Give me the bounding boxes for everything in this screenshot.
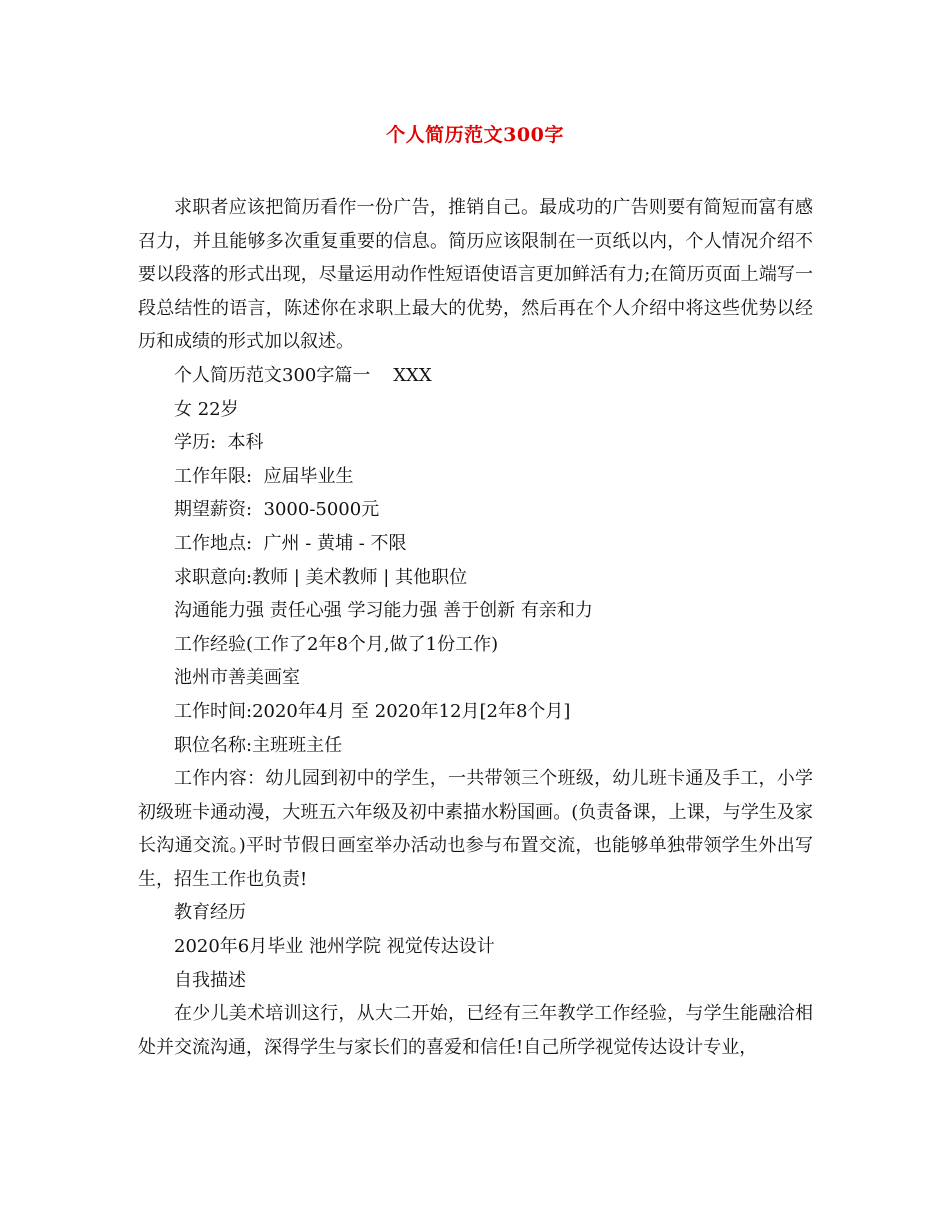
job-intention: 求职意向:教师 | 美术教师 | 其他职位 [174, 566, 468, 588]
work-content-paragraph: 工作内容：幼儿园到初中的学生，一共带领三个班级，幼儿班卡通及手工，小学初级班卡通动漫，大班五六年级及初中素描水粉国画。(负责备课，上课，与学生及家长沟通交流。)平时节假日画室举办活动也参与布置交流，也能够单独带领学生外出写生，招生工作也负责! [138, 768, 813, 890]
intro-paragraph: 求职者应该把简历看作一份广告，推销自己。最成功的广告则要有简短而富有感召力，并且能够多次重复重要的信息。简历应该限制在一页纸以内，个人情况介绍不要以段落的形式出现，尽量运用动作性短语使语言更加鲜活有力;在简历页面上端写一段总结性的语言，陈述你在求职上最大的优势，然后再在个人介绍中将这些优势以经历和成绩的形式加以叙述。 [138, 197, 813, 353]
experience-header: 工作经验(工作了2年8个月,做了1份工作) [174, 633, 499, 655]
company-name: 池州市善美画室 [174, 667, 300, 689]
self-description-header: 自我描述 [174, 969, 246, 991]
document-body [138, 191, 813, 1064]
gender-age: 女 22岁 [174, 398, 239, 420]
expected-salary: 期望薪资: 3000-5000元 [174, 499, 380, 521]
education-level: 学历: 本科 [174, 432, 264, 454]
self-description-paragraph: 在少儿美术培训这行，从大二开始，已经有三年教学工作经验，与学生能融洽相处并交流沟通，深得学生与家长们的喜爱和信任!自己所学视觉传达设计专业， [138, 1003, 813, 1058]
work-years: 工作年限: 应届毕业生 [174, 465, 354, 487]
work-location: 工作地点: 广州 - 黄埔 - 不限 [174, 532, 407, 554]
position-name: 职位名称:主班班主任 [174, 734, 343, 756]
education-detail: 2020年6月毕业 池州学院 视觉传达设计 [174, 936, 495, 958]
document-title: 个人简历范文300字 [386, 124, 564, 146]
work-time: 工作时间:2020年4月 至 2020年12月[2年8个月] [174, 700, 571, 722]
section-title: 个人简历范文300字篇一 XXX [174, 364, 432, 386]
education-header: 教育经历 [174, 902, 246, 924]
strengths: 沟通能力强 责任心强 学习能力强 善于创新 有亲和力 [174, 600, 593, 622]
